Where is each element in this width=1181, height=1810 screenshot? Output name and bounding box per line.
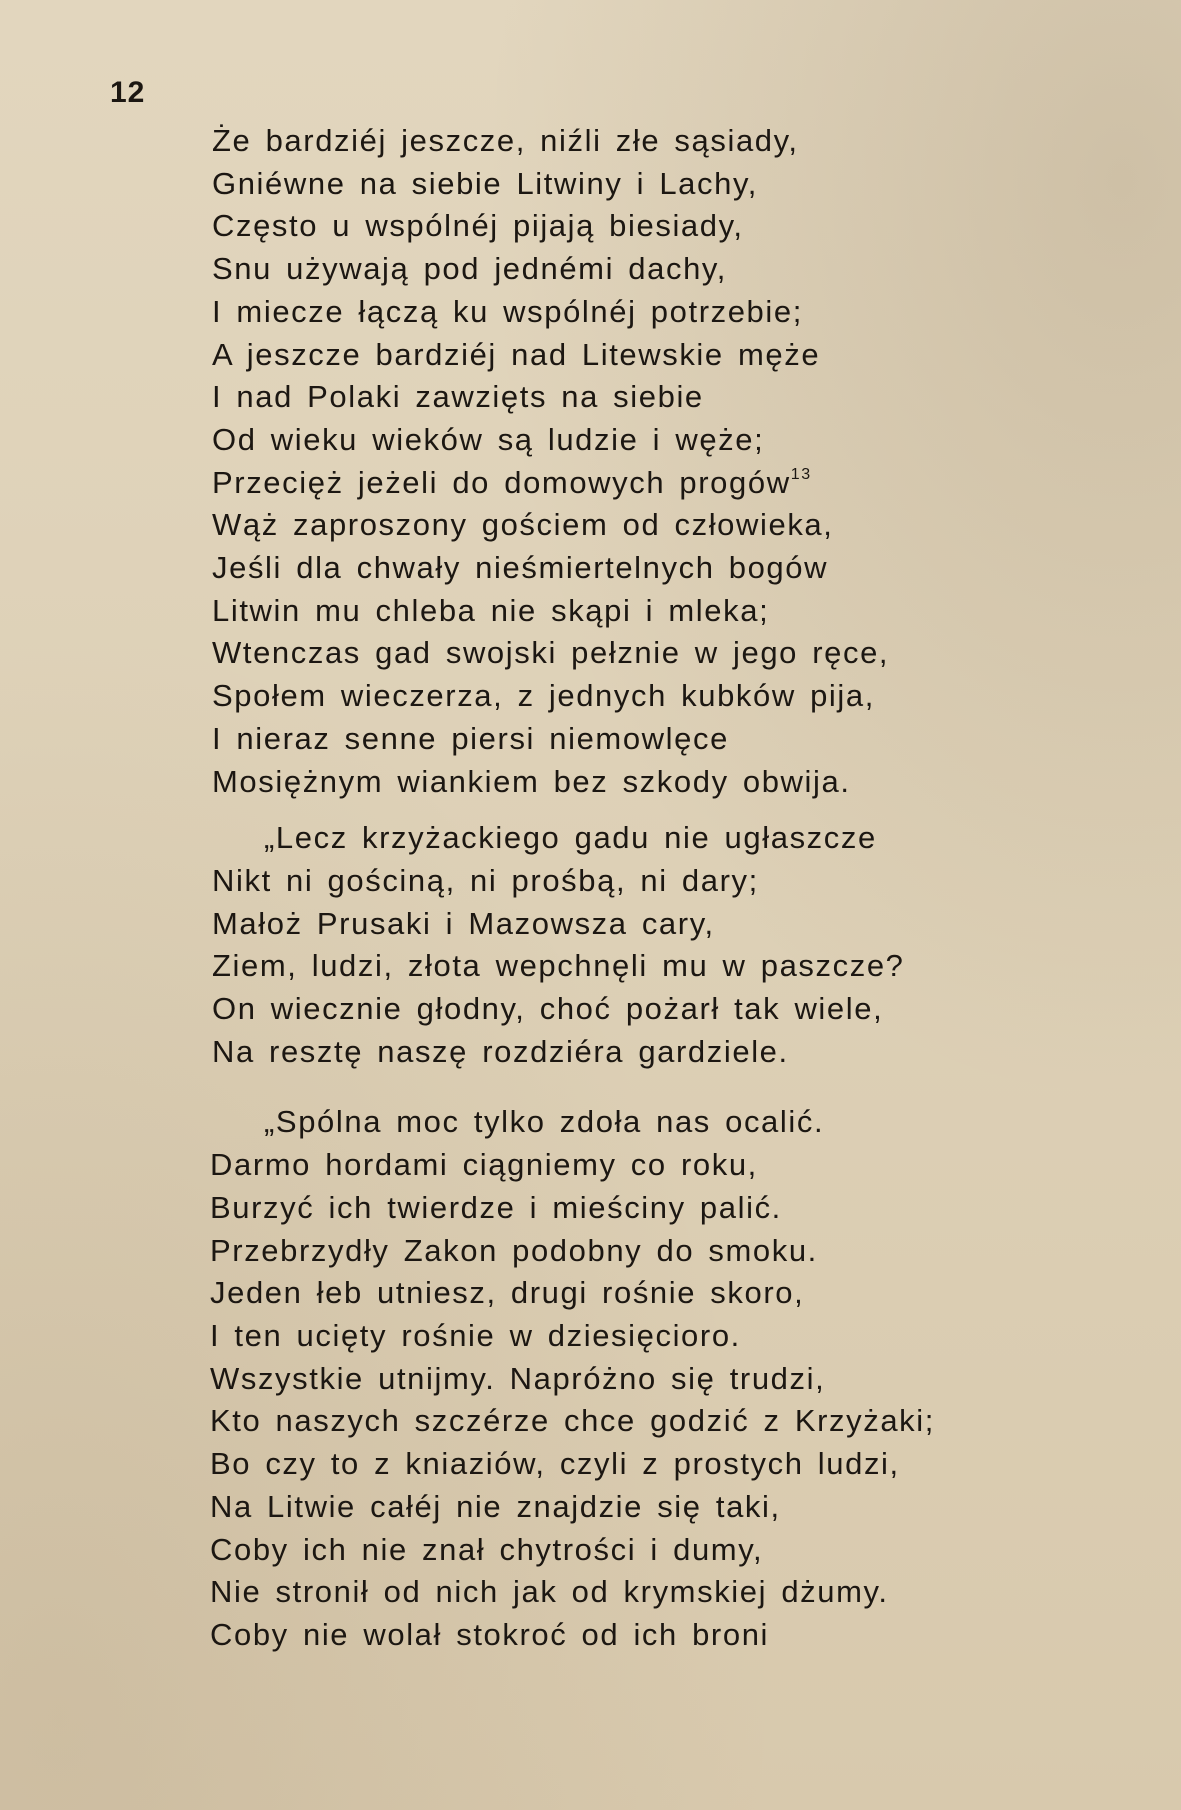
poem-line: Społem wieczerza, z jednych kubków pija, bbox=[212, 678, 875, 714]
footnote-mark[interactable]: 13 bbox=[790, 465, 812, 483]
poem-line: Gniéwne na siebie Litwiny i Lachy, bbox=[212, 165, 758, 201]
poem-line: Że bardziéj jeszcze, niźli złe sąsiady, bbox=[212, 123, 799, 158]
poem-line: Często u wspólnéj pijają biesiady, bbox=[212, 208, 744, 244]
poem-line: Wąż zaproszony gościem od człowieka, bbox=[212, 507, 834, 543]
poem-line: Jeśli dla chwały nieśmiertelnych bogów bbox=[212, 550, 829, 586]
poem-line: Wtenczas gad swojski pełznie w jego ręce, bbox=[212, 635, 890, 671]
poem-line-text: Przecięż jeżeli do domowych progów bbox=[212, 464, 791, 500]
poem-line: Wszystkie utnijmy. Napróżno się trudzi, bbox=[210, 1360, 826, 1396]
poem-line: Małoż Prusaki i Mazowsza cary, bbox=[212, 905, 715, 941]
page-number: 12 bbox=[110, 76, 146, 109]
poem-line: Snu używają pod jednémi dachy, bbox=[212, 251, 727, 287]
poem-line-with-footnote bbox=[212, 462, 1112, 505]
poem-line: Nikt ni gościną, ni prośbą, ni dary; bbox=[212, 862, 759, 898]
poem-line: On wiecznie głodny, choć pożarł tak wiele, bbox=[212, 991, 884, 1027]
stanza-3 bbox=[212, 1101, 1112, 1656]
poem-line: Ziem, ludzi, złota wepchnęli mu w paszcze? bbox=[212, 948, 905, 984]
poem-line: Od wieku wieków są ludzie i węże; bbox=[212, 421, 765, 457]
poem-line: Na resztę naszę rozdziéra gardziele. bbox=[212, 1033, 789, 1069]
poem-line: Coby nie wolał stokroć od ich broni bbox=[210, 1616, 770, 1652]
poem-line: I miecze łączą ku wspólnéj potrzebie; bbox=[212, 293, 803, 329]
poem-line: Coby ich nie znał chytrości i dumy, bbox=[210, 1531, 764, 1567]
poem-line: Litwin mu chleba nie skąpi i mleka; bbox=[212, 592, 770, 628]
poem-line: Burzyć ich twierdze i mieściny palić. bbox=[210, 1189, 782, 1225]
poem-line: Mosiężnym wiankiem bez szkody obwija. bbox=[212, 763, 851, 799]
poem-line: I nieraz senne piersi niemowlęce bbox=[212, 720, 729, 756]
stanza-2 bbox=[212, 817, 1112, 1073]
poem-line: I ten ucięty rośnie w dziesięcioro. bbox=[210, 1317, 741, 1353]
poem-line: Na Litwie całéj nie znajdzie się taki, bbox=[210, 1488, 781, 1524]
stanza-1 bbox=[212, 120, 1112, 803]
poem-line: Darmo hordami ciągniemy co roku, bbox=[210, 1147, 758, 1183]
poem-line: Bo czy to z kniaziów, czyli z prostych ludzi, bbox=[210, 1446, 900, 1482]
poem-text bbox=[212, 120, 1112, 1657]
poem-line: I nad Polaki zawzięts na siebie bbox=[212, 379, 704, 415]
poem-line: „Lecz krzyżackiego gadu nie ugłaszcze bbox=[264, 820, 877, 856]
poem-line: Kto naszych szczérze chce godzić z Krzyżaki; bbox=[210, 1403, 935, 1439]
poem-line: Przebrzydły Zakon podobny do smoku. bbox=[210, 1232, 818, 1268]
poem-line: Nie stronił od nich jak od krymskiej dżumy. bbox=[210, 1574, 889, 1610]
poem-line: Jeden łeb utniesz, drugi rośnie skoro, bbox=[210, 1275, 805, 1311]
poem-line: A jeszcze bardziéj nad Litewskie męże bbox=[212, 336, 821, 372]
poem-line: „Spólna moc tylko zdoła nas ocalić. bbox=[264, 1104, 825, 1140]
